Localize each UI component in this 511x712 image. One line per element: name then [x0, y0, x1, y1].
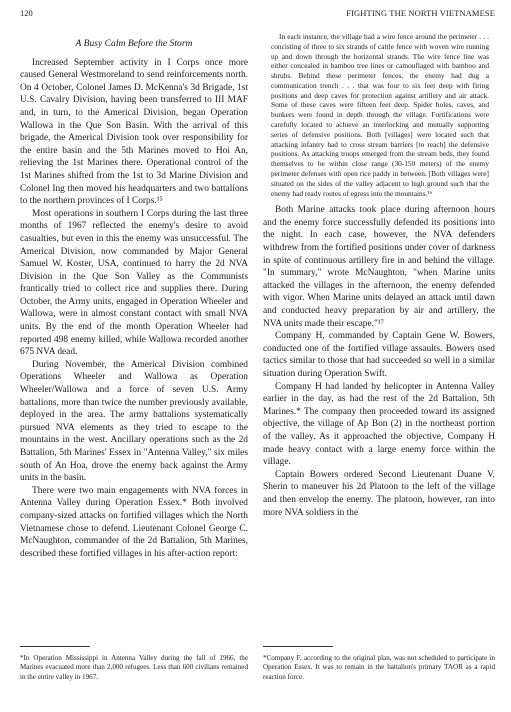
page-header: [20, 8, 495, 20]
footnote-left: *In Operation Mississippi in Antenna Valley during the fall of 1966, the Marines evacuated more than 2,000 refugees. Less than 600 civilians remained in the entire valley in 1967.: [20, 654, 248, 681]
left-column: [20, 32, 248, 560]
right-column: [263, 32, 495, 519]
paragraph: During November, the Americal Division combined Operations Wheeler and Wallowa as Operation Wheeler/Wallowa and a force of seven U.S. Army battalions, more than twice the number previously available, deployed in the area. The army battalions systematically pursued NVA elements as they tried to escape to the mountains in the west. Ancillary operations such as the 2d Battalion, 5th Marines' Essex in "Antenna Valley," six miles south of An Hoa, drove the enemy back against the Army units in the basin.: [20, 359, 248, 484]
footnote-rule: [263, 646, 333, 647]
running-head: FIGHTING THE NORTH VIETNAMESE: [346, 8, 495, 18]
footnote-rule: [20, 646, 90, 647]
paragraph: Both Marine attacks took place during afternoon hours and the enemy force successfully defended its positions into the night. In each case, however, the NVA defenders withdrew from the fortified positions under cover of darkness in spite of continuous artillery fire in and behind the village. "In summary," wrote McNaughton, "when Marine units attacked the villages in the afternoon, the enemy defended with vigor. When Marine units delayed an attack until dawn and conducted heavy preparation by air and artillery, the NVA units made their escape."¹⁷: [263, 205, 495, 329]
paragraph: There were two main engagements with NVA forces in Antenna Valley during Operation Essex.* Both involved company-sized attacks on fortified villages which the North Vietnamese chose to defend. Lieutenant Colonel George C. McNaughton, commander of the 2d Battalion, 5th Marines, described these fortified villages in his after-action report:: [20, 485, 248, 559]
paragraph: Increased September activity in I Corps once more caused General Westmoreland to send reinforcements north. On 4 October, Colonel James D. McKenna's 3d Brigade, 1st U.S. Cavalry Division, having been transferred to III MAF and, in turn, to the Americal Division, began Operation Wallowa in the Que Son Basin. With the arrival of this brigade, the Americal Division took over responsibility for the entire basin and the 5th Marines moved to Hoi An, relieving the 1st Marines there. Operational control of the 1st Marines shifted from the 1st to 3d Marine Division and Colonel Ing then moved his headquarters and two battalions to the northern provinces of I Corps.¹⁵: [20, 57, 248, 207]
block-quote: In each instance, the village had a wire fence around the perimeter . . . concisting of three to six strands of cattle fence with woven wire running up and down through the horizontal strands. The wire fence line was either concealed in bamboo tree lines or camouflaged with bamboo and shrubs. Behind these perimeter fences, the enemy had dug a communication trench . . . that was four to six feet deep with firing positions and deep caves for protection against artillery and air attack. Some of these caves were fifteen feet deep. Spider holes, caves, and bunkers were found in depth through the village. Fortifications were carefully located to achieve an interlocking and mutually supporting series of defensive positions. Both [villages] were located such that attacking infantry had to cross stream barriers [to reach] the defensive positions. As attacking troops emerged from the stream beds, they found themselves to be within close range (30-150 meters) of the enemy perimeter defenses with open rice paddy in between. [Both villages were] situated on the sides of the valley adjacent to high ground such that the enemy had ready routes of egress into the mountains.¹⁶: [271, 32, 489, 198]
page-number: 120: [20, 8, 33, 18]
paragraph: Captain Bowers ordered Second Lieutenant Duane V. Sherin to maneuver his 2d Platoon to the left of the village and then envelop the enemy. The platoon, however, ran into more NVA soldiers in the: [263, 469, 495, 518]
paragraph: Most operations in southern I Corps during the last three months of 1967 reflected the enemy's desire to avoid casualties, but even in this the enemy was unsuccessful. The Americal Division, now commanded by Major General Samuel W. Koster, USA, continued to harry the 2d NVA Division in the Que Son Valley as the Communists frantically tried to collect rice and supplies there. During October, the Army units, engaged in Operation Wheeler and Wallowa, were in almost constant contact with small NVA units. By the end of the month Operation Wheeler had reported 498 enemy killed, while Wallowa recorded another 675 NVA dead.: [20, 208, 248, 358]
footnote-right: *Company F, according to the original plan, was not scheduled to participate in Operation Essex. It was to remain in the battalion's primary TAOR as a rapid reaction force.: [263, 654, 495, 681]
paragraph: Company H had landed by helicopter in Antenna Valley earlier in the day, as had the rest of the 2d Battalion, 5th Marines.* The company then proceeded toward its assigned objective, the village of Ap Bon (2) in the northeast portion of the valley. As it approached the objective, Company H made heavy contact with a large enemy force within the village.: [263, 381, 495, 468]
paragraph: Company H, commanded by Captain Gene W. Bowers, conducted one of the fortified village assaults. Bowers used tactics similar to those that had succeeded so well in a similar situation during Operation Swift.: [263, 331, 495, 379]
section-title: A Busy Calm Before the Storm: [75, 38, 193, 49]
